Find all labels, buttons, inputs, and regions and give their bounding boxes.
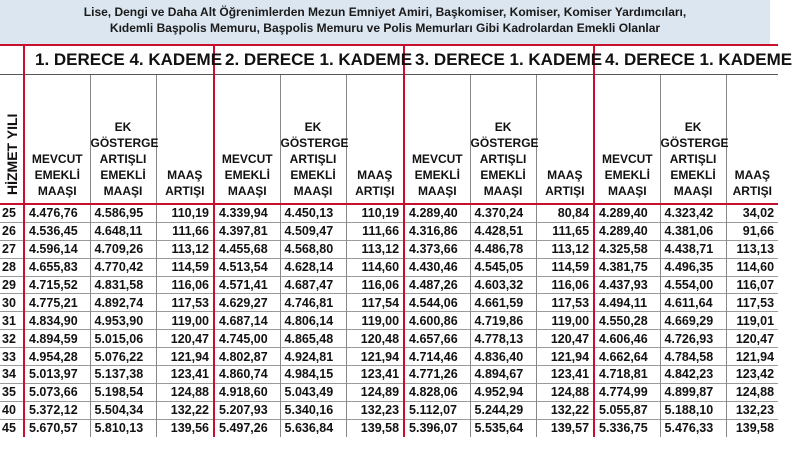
salary-increase-cell: 116,06 (346, 276, 404, 294)
salary-increase-cell: 117,53 (156, 294, 214, 312)
header-line: ARTIŞI (355, 184, 395, 198)
header-line: GÖSTERGE (470, 136, 539, 150)
current-pension-cell: 4.373,66 (404, 240, 470, 258)
extra-indicator-pension-cell: 5.043,49 (280, 383, 346, 401)
header-line: ARTIŞLI (99, 152, 147, 166)
current-pension-cell: 4.455,68 (214, 240, 280, 258)
header-line: MAAŞ (167, 168, 203, 182)
salary-increase-cell: 114,60 (346, 258, 404, 276)
salary-increase-cell: 124,89 (346, 383, 404, 401)
current-pension-cell: 4.655,83 (24, 258, 90, 276)
header-line: MAAŞI (607, 184, 647, 198)
extra-indicator-pension-cell: 4.865,48 (280, 330, 346, 348)
header-line: EK (494, 120, 512, 134)
header-line: EMEKLİ (604, 168, 650, 182)
current-pension-cell: 5.396,07 (404, 419, 470, 436)
service-year-cell: 32 (0, 330, 24, 348)
salary-increase-cell: 111,65 (536, 222, 594, 240)
current-pension-cell: 4.629,27 (214, 294, 280, 312)
extra-indicator-pension-cell: 4.784,58 (660, 348, 726, 366)
salary-increase-cell: 120,47 (536, 330, 594, 348)
table-row (0, 419, 778, 436)
current-pension-cell: 4.381,75 (594, 258, 660, 276)
current-pension-cell: 4.715,52 (24, 276, 90, 294)
header-line: ARTIŞLI (669, 152, 717, 166)
service-year-cell: 45 (0, 419, 24, 436)
extra-indicator-pension-cell: 4.806,14 (280, 312, 346, 330)
extra-indicator-pension-cell: 5.244,29 (470, 401, 536, 419)
header-line: EK (684, 120, 702, 134)
current-pension-cell: 4.316,86 (404, 222, 470, 240)
extra-indicator-pension-cell: 5.015,06 (90, 330, 156, 348)
extra-indicator-pension-cell: 4.603,32 (470, 276, 536, 294)
current-pension-cell: 5.073,66 (24, 383, 90, 401)
service-year-cell: 31 (0, 312, 24, 330)
header-line: GÖSTERGE (90, 136, 159, 150)
header-line: MEVCUT (601, 152, 653, 166)
extra-indicator-pension-cell: 4.586,95 (90, 204, 156, 222)
current-pension-cell: 4.662,64 (594, 348, 660, 366)
salary-increase-cell: 116,06 (156, 276, 214, 294)
extra-indicator-pension-cell: 4.831,58 (90, 276, 156, 294)
extra-indicator-pension-header-3 (470, 75, 539, 205)
current-pension-cell: 4.745,00 (214, 330, 280, 348)
header-line: MAAŞI (227, 184, 267, 198)
extra-indicator-pension-cell: 4.370,24 (470, 204, 536, 222)
current-pension-cell: 4.430,46 (404, 258, 470, 276)
extra-indicator-pension-cell: 4.719,86 (470, 312, 536, 330)
current-pension-cell: 4.894,59 (24, 330, 90, 348)
current-pension-cell: 4.718,81 (594, 366, 660, 384)
current-pension-cell: 4.596,14 (24, 240, 90, 258)
extra-indicator-pension-cell: 4.323,42 (660, 204, 726, 222)
current-pension-cell: 5.207,93 (214, 401, 280, 419)
salary-increase-cell: 120,48 (346, 330, 404, 348)
current-pension-cell: 5.112,07 (404, 401, 470, 419)
extra-indicator-pension-cell: 4.648,11 (90, 222, 156, 240)
extra-indicator-pension-cell: 4.661,59 (470, 294, 536, 312)
salary-increase-cell: 119,00 (346, 312, 404, 330)
current-pension-cell: 4.828,06 (404, 383, 470, 401)
table-row (0, 222, 778, 240)
table-body (0, 204, 778, 437)
current-pension-cell: 4.834,90 (24, 312, 90, 330)
service-year-cell: 40 (0, 401, 24, 419)
extra-indicator-pension-cell: 4.952,94 (470, 383, 536, 401)
current-pension-cell: 5.497,26 (214, 419, 280, 436)
header-line: ARTIŞLI (479, 152, 527, 166)
extra-indicator-pension-cell: 4.709,26 (90, 240, 156, 258)
table-title (0, 0, 770, 44)
current-pension-cell: 4.397,81 (214, 222, 280, 240)
current-pension-cell: 4.289,40 (594, 204, 660, 222)
header-line: EMEKLİ (224, 168, 270, 182)
current-pension-cell: 4.494,11 (594, 294, 660, 312)
group-header-4: 4. DERECE 1. KADEME (594, 45, 778, 75)
salary-increase-cell: 119,00 (156, 312, 214, 330)
extra-indicator-pension-cell: 4.509,47 (280, 222, 346, 240)
salary-increase-cell: 123,42 (726, 366, 778, 384)
table-row (0, 240, 778, 258)
extra-indicator-pension-cell: 4.726,93 (660, 330, 726, 348)
salary-increase-cell: 117,53 (726, 294, 778, 312)
salary-increase-cell: 121,94 (346, 348, 404, 366)
current-pension-cell: 4.918,60 (214, 383, 280, 401)
extra-indicator-pension-cell: 4.984,15 (280, 366, 346, 384)
header-line: MAAŞI (293, 184, 333, 198)
salary-increase-cell: 116,07 (726, 276, 778, 294)
current-pension-cell: 4.954,28 (24, 348, 90, 366)
service-year-cell: 25 (0, 204, 24, 222)
current-pension-header-3 (404, 75, 470, 205)
header-line: MAAŞI (483, 184, 523, 198)
salary-increase-cell: 91,66 (726, 222, 778, 240)
header-line: EMEKLİ (480, 168, 526, 182)
extra-indicator-pension-cell: 4.899,87 (660, 383, 726, 401)
header-line: MAAŞI (673, 184, 713, 198)
group-header-blank (0, 45, 24, 75)
header-line: EMEKLİ (670, 168, 716, 182)
extra-indicator-pension-cell: 4.486,78 (470, 240, 536, 258)
extra-indicator-pension-header-4 (660, 75, 729, 205)
extra-indicator-pension-cell: 4.611,64 (660, 294, 726, 312)
salary-increase-cell: 124,88 (726, 383, 778, 401)
salary-increase-header-4 (726, 75, 778, 205)
salary-increase-cell: 113,12 (346, 240, 404, 258)
current-pension-cell: 4.536,45 (24, 222, 90, 240)
salary-increase-cell: 120,47 (156, 330, 214, 348)
current-pension-cell: 4.775,21 (24, 294, 90, 312)
salary-increase-cell: 110,19 (346, 204, 404, 222)
salary-increase-cell: 116,06 (536, 276, 594, 294)
extra-indicator-pension-cell: 5.137,38 (90, 366, 156, 384)
salary-increase-cell: 117,54 (346, 294, 404, 312)
header-line: MAAŞ (734, 168, 770, 182)
current-pension-cell: 4.550,28 (594, 312, 660, 330)
table-row (0, 366, 778, 384)
extra-indicator-pension-cell: 4.428,51 (470, 222, 536, 240)
extra-indicator-pension-cell: 4.554,00 (660, 276, 726, 294)
service-year-cell: 34 (0, 366, 24, 384)
current-pension-header-1 (24, 75, 90, 205)
salary-increase-cell: 123,41 (536, 366, 594, 384)
header-line: MAAŞI (417, 184, 457, 198)
header-line: MAAŞ (547, 168, 583, 182)
current-pension-cell: 4.571,41 (214, 276, 280, 294)
salary-increase-cell: 111,66 (156, 222, 214, 240)
header-line: MAAŞI (103, 184, 143, 198)
extra-indicator-pension-cell: 4.842,23 (660, 366, 726, 384)
salary-increase-cell: 139,57 (536, 419, 594, 436)
current-pension-header-2 (214, 75, 280, 205)
extra-indicator-pension-cell: 5.188,10 (660, 401, 726, 419)
service-year-cell: 27 (0, 240, 24, 258)
current-pension-cell: 4.714,46 (404, 348, 470, 366)
service-year-cell: 35 (0, 383, 24, 401)
header-line: EMEKLİ (34, 168, 80, 182)
extra-indicator-pension-cell: 4.568,80 (280, 240, 346, 258)
years-column-header (0, 75, 24, 205)
header-line: EK (304, 120, 322, 134)
extra-indicator-pension-cell: 4.669,29 (660, 312, 726, 330)
salary-increase-cell: 132,23 (726, 401, 778, 419)
header-line: ARTIŞI (545, 184, 585, 198)
extra-indicator-pension-cell: 4.381,06 (660, 222, 726, 240)
current-pension-cell: 4.544,06 (404, 294, 470, 312)
salary-increase-cell: 117,53 (536, 294, 594, 312)
current-pension-cell: 5.372,12 (24, 401, 90, 419)
salary-increase-cell: 119,01 (726, 312, 778, 330)
current-pension-cell: 4.600,86 (404, 312, 470, 330)
extra-indicator-pension-cell: 4.545,05 (470, 258, 536, 276)
table-row (0, 330, 778, 348)
salary-increase-cell: 113,12 (156, 240, 214, 258)
current-pension-cell: 4.289,40 (404, 204, 470, 222)
header-line: ARTIŞI (165, 184, 205, 198)
group-header-1: 1. DERECE 4. KADEME (24, 45, 214, 75)
current-pension-cell: 5.013,97 (24, 366, 90, 384)
extra-indicator-pension-cell: 5.198,54 (90, 383, 156, 401)
current-pension-cell: 4.774,99 (594, 383, 660, 401)
extra-indicator-pension-cell: 4.892,74 (90, 294, 156, 312)
current-pension-cell: 4.289,40 (594, 222, 660, 240)
salary-increase-cell: 123,41 (346, 366, 404, 384)
current-pension-cell: 4.657,66 (404, 330, 470, 348)
header-line: MAAŞI (37, 184, 77, 198)
salary-increase-cell: 80,84 (536, 204, 594, 222)
current-pension-cell: 4.487,26 (404, 276, 470, 294)
salary-increase-cell: 121,94 (726, 348, 778, 366)
salary-increase-cell: 132,22 (536, 401, 594, 419)
salary-increase-header-1 (156, 75, 214, 205)
salary-increase-header-3 (536, 75, 594, 205)
extra-indicator-pension-cell: 5.504,34 (90, 401, 156, 419)
salary-increase-cell: 124,88 (536, 383, 594, 401)
current-pension-cell: 4.339,94 (214, 204, 280, 222)
extra-indicator-pension-cell: 5.636,84 (280, 419, 346, 436)
table-row (0, 204, 778, 222)
group-header-row (0, 45, 778, 75)
table-row (0, 294, 778, 312)
current-pension-cell: 4.513,54 (214, 258, 280, 276)
table-row (0, 401, 778, 419)
group-header-2: 2. DERECE 1. KADEME (214, 45, 404, 75)
group-header-3: 3. DERECE 1. KADEME (404, 45, 594, 75)
current-pension-cell: 4.771,26 (404, 366, 470, 384)
table-row (0, 312, 778, 330)
salary-increase-cell: 110,19 (156, 204, 214, 222)
salary-increase-cell: 121,94 (536, 348, 594, 366)
current-pension-cell: 4.687,14 (214, 312, 280, 330)
pension-table (0, 44, 792, 437)
service-year-cell: 30 (0, 294, 24, 312)
salary-increase-cell: 34,02 (726, 204, 778, 222)
extra-indicator-pension-cell: 4.894,67 (470, 366, 536, 384)
salary-increase-cell: 120,47 (726, 330, 778, 348)
header-line: EMEKLİ (414, 168, 460, 182)
salary-increase-cell: 132,22 (156, 401, 214, 419)
service-year-cell: 26 (0, 222, 24, 240)
current-pension-cell: 4.606,46 (594, 330, 660, 348)
salary-increase-cell: 119,00 (536, 312, 594, 330)
extra-indicator-pension-cell: 4.496,35 (660, 258, 726, 276)
table-row (0, 276, 778, 294)
service-year-cell: 28 (0, 258, 24, 276)
extra-indicator-pension-cell: 4.778,13 (470, 330, 536, 348)
current-pension-cell: 5.055,87 (594, 401, 660, 419)
extra-indicator-pension-cell: 4.836,40 (470, 348, 536, 366)
title-line-2: Kıdemli Başpolis Memuru, Başpolis Memuru ve Polis Memurları Gibi Kadrolardan Emekli Olanlar (109, 21, 661, 35)
header-line: MEVCUT (411, 152, 463, 166)
extra-indicator-pension-cell: 4.924,81 (280, 348, 346, 366)
column-header-row (0, 75, 778, 205)
service-year-cell: 29 (0, 276, 24, 294)
extra-indicator-pension-cell: 4.628,14 (280, 258, 346, 276)
extra-indicator-pension-cell: 5.476,33 (660, 419, 726, 436)
header-line: GÖSTERGE (660, 136, 729, 150)
salary-increase-cell: 139,58 (726, 419, 778, 436)
extra-indicator-pension-header-2 (280, 75, 349, 205)
extra-indicator-pension-cell: 4.953,90 (90, 312, 156, 330)
extra-indicator-pension-cell: 5.076,22 (90, 348, 156, 366)
salary-increase-cell: 114,59 (156, 258, 214, 276)
current-pension-header-4 (594, 75, 660, 205)
extra-indicator-pension-cell: 4.687,47 (280, 276, 346, 294)
extra-indicator-pension-cell: 4.450,13 (280, 204, 346, 222)
header-line: EMEKLİ (290, 168, 336, 182)
salary-increase-cell: 114,59 (536, 258, 594, 276)
current-pension-cell: 4.325,58 (594, 240, 660, 258)
header-line: EMEKLİ (100, 168, 146, 182)
table-row (0, 258, 778, 276)
current-pension-cell: 4.476,76 (24, 204, 90, 222)
salary-increase-cell: 124,88 (156, 383, 214, 401)
salary-increase-header-2 (346, 75, 404, 205)
header-line: MEVCUT (31, 152, 83, 166)
extra-indicator-pension-cell: 5.810,13 (90, 419, 156, 436)
current-pension-cell: 5.670,57 (24, 419, 90, 436)
salary-increase-cell: 123,41 (156, 366, 214, 384)
header-line: GÖSTERGE (280, 136, 349, 150)
table-row (0, 383, 778, 401)
header-line: ARTIŞI (732, 184, 772, 198)
current-pension-cell: 5.336,75 (594, 419, 660, 436)
extra-indicator-pension-cell: 4.746,81 (280, 294, 346, 312)
salary-increase-cell: 139,58 (346, 419, 404, 436)
extra-indicator-pension-cell: 5.535,64 (470, 419, 536, 436)
current-pension-cell: 4.802,87 (214, 348, 280, 366)
extra-indicator-pension-cell: 4.770,42 (90, 258, 156, 276)
title-line-1: Lise, Dengi ve Daha Alt Öğrenimlerden Mezun Emniyet Amiri, Başkomiser, Komiser, Komiser Yardımcıları, (83, 5, 687, 19)
current-pension-cell: 4.437,93 (594, 276, 660, 294)
years-column-label: HİZMET YILI (3, 113, 20, 195)
salary-increase-cell: 113,12 (536, 240, 594, 258)
header-line: ARTIŞLI (289, 152, 337, 166)
header-line: MAAŞ (357, 168, 393, 182)
extra-indicator-pension-cell: 4.438,71 (660, 240, 726, 258)
service-year-cell: 33 (0, 348, 24, 366)
salary-increase-cell: 139,56 (156, 419, 214, 436)
current-pension-cell: 4.860,74 (214, 366, 280, 384)
salary-increase-cell: 132,23 (346, 401, 404, 419)
table-row (0, 348, 778, 366)
header-line: EK (114, 120, 132, 134)
salary-increase-cell: 114,60 (726, 258, 778, 276)
extra-indicator-pension-header-1 (90, 75, 159, 205)
header-line: MEVCUT (221, 152, 273, 166)
extra-indicator-pension-cell: 5.340,16 (280, 401, 346, 419)
salary-increase-cell: 113,13 (726, 240, 778, 258)
salary-increase-cell: 111,66 (346, 222, 404, 240)
salary-increase-cell: 121,94 (156, 348, 214, 366)
